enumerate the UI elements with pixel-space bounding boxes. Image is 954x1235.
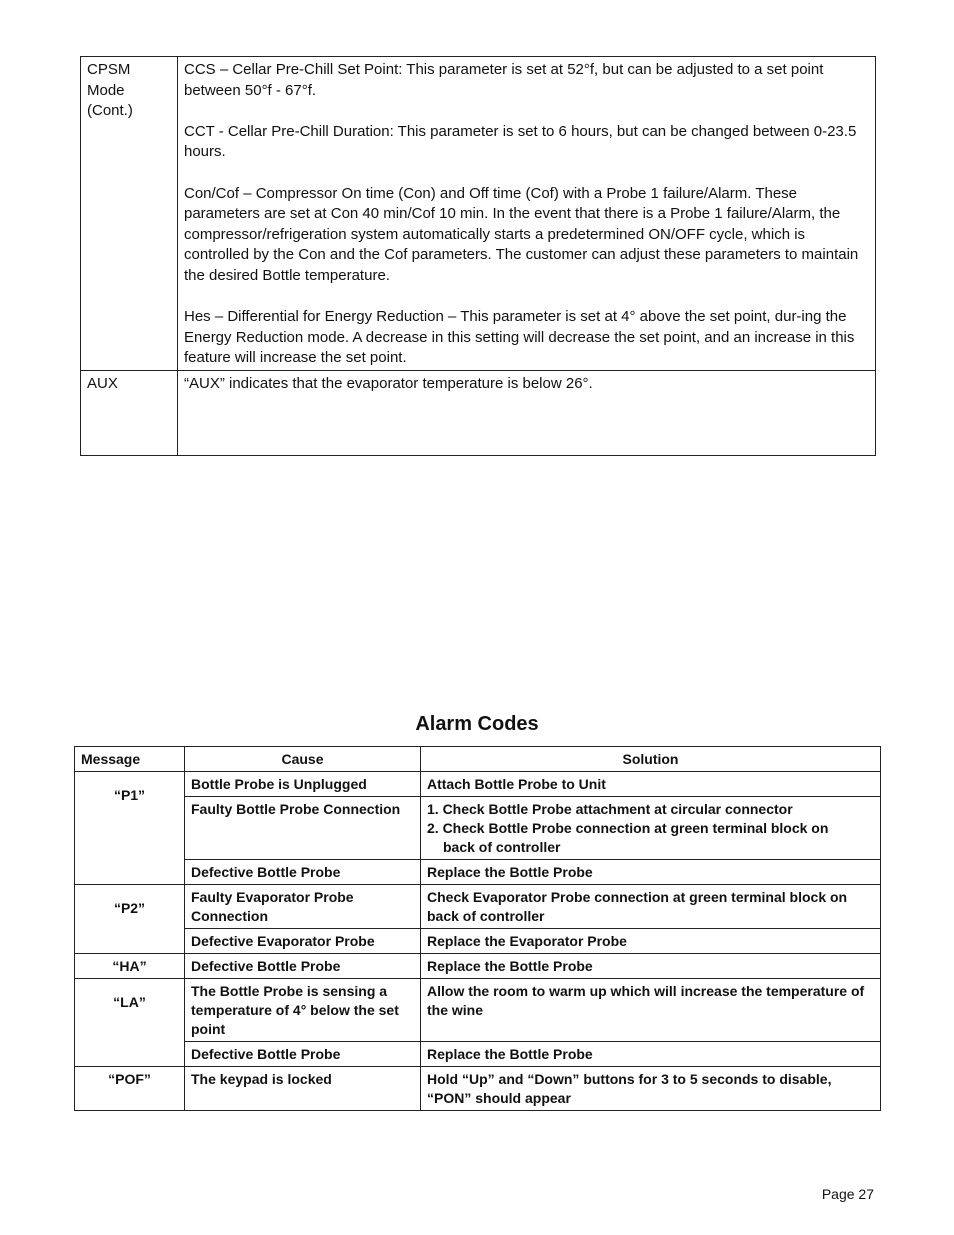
solution-line: Attach Bottle Probe to Unit [427, 776, 606, 792]
alarm-solution [421, 860, 881, 885]
alarm-row [75, 797, 881, 860]
mode-label-line: (Cont.) [87, 102, 133, 120]
alarm-message: “LA” [75, 979, 185, 1067]
alarm-row [75, 860, 881, 885]
alarm-codes-body [75, 772, 881, 1111]
alarm-cause: Bottle Probe is Unplugged [185, 772, 421, 797]
alarm-solution [421, 1067, 881, 1111]
alarm-cause: The Bottle Probe is sensing a temperature of 4° below the set point [185, 979, 421, 1042]
alarm-solution [421, 885, 881, 929]
alarm-cause: Defective Evaporator Probe [185, 929, 421, 954]
header-message: Message [75, 747, 185, 772]
alarm-cause: Defective Bottle Probe [185, 860, 421, 885]
alarm-message: “P1” [75, 772, 185, 885]
parameter-description [178, 370, 876, 455]
alarm-solution [421, 797, 881, 860]
parameter-paragraph: “AUX” indicates that the evaporator temperature is below 26°. [184, 374, 593, 392]
alarm-solution [421, 772, 881, 797]
alarm-codes-title: Alarm Codes [415, 713, 539, 735]
parameter-paragraph: Hes – Differential for Energy Reduction – This parameter is set at 4° above the set point, dur-ing the Energy Reduction mode. A decrease in this setting will decrease the set point, and an increase in this feature will increase the set point. [184, 308, 855, 367]
solution-line: back of controller [443, 839, 561, 855]
solution-line: Replace the Evaporator Probe [427, 933, 627, 949]
alarm-codes-table [74, 746, 881, 1111]
solution-line: 2. Check Bottle Probe connection at green terminal block on [427, 820, 829, 836]
alarm-cause: Defective Bottle Probe [185, 954, 421, 979]
alarm-message: “HA” [75, 954, 185, 979]
parameter-paragraph: CCS – Cellar Pre-Chill Set Point: This parameter is set at 52°f, but can be adjusted to a set point between 50°f - 67°f. [184, 61, 824, 99]
alarm-row [75, 885, 881, 929]
parameter-table-body [81, 57, 876, 456]
solution-line: Check Evaporator Probe connection at green terminal block on back of controller [427, 889, 848, 924]
alarm-message: “POF” [75, 1067, 185, 1111]
alarm-row [75, 929, 881, 954]
mode-label-line: CPSM [87, 61, 131, 78]
alarm-row [75, 979, 881, 1042]
alarm-header-row [75, 747, 881, 772]
parameter-mode-label [81, 57, 178, 371]
parameter-row [81, 57, 876, 371]
alarm-row [75, 1067, 881, 1111]
parameter-table [80, 56, 876, 456]
solution-line: Allow the room to warm up which will increase the temperature of the wine [427, 983, 865, 1018]
parameter-description [178, 57, 876, 371]
alarm-row [75, 954, 881, 979]
page-number: Page 27 [821, 1186, 874, 1202]
solution-line: 1. Check Bottle Probe attachment at circular connector [427, 801, 793, 817]
alarm-row [75, 1042, 881, 1067]
alarm-solution [421, 929, 881, 954]
alarm-cause: Faulty Evaporator Probe Connection [185, 885, 421, 929]
mode-label-line: Mode [87, 81, 125, 99]
alarm-cause: Faulty Bottle Probe Connection [185, 797, 421, 860]
mode-label-line: AUX [87, 374, 118, 392]
solution-line: Replace the Bottle Probe [427, 864, 593, 880]
solution-line: Hold “Up” and “Down” buttons for 3 to 5 seconds to disable, “PON” should appear [427, 1071, 832, 1106]
alarm-solution [421, 979, 881, 1042]
alarm-cause: The keypad is locked [185, 1067, 421, 1111]
alarm-row [75, 772, 881, 797]
alarm-solution [421, 954, 881, 979]
solution-line: Replace the Bottle Probe [427, 958, 593, 974]
parameter-mode-label [81, 370, 178, 455]
alarm-solution [421, 1042, 881, 1067]
parameter-row [81, 370, 876, 455]
parameter-paragraph: Con/Cof – Compressor On time (Con) and Off time (Cof) with a Probe 1 failure/Alarm. These parameters are set at Con 40 min/Cof 10 min. In the event that there is a Probe 1 failure/Alarm, the compressor/refrigeration system automatically starts a predetermined ON/OFF cycle, which is controlled by the Con and the Cof parameters. The customer can adjust these parameters to maintain the desired Bottle temperature. [184, 184, 859, 284]
parameter-paragraph: CCT - Cellar Pre-Chill Duration: This parameter is set to 6 hours, but can be changed between 0-23.5 hours. [184, 122, 857, 161]
alarm-message: “P2” [75, 885, 185, 954]
solution-line: Replace the Bottle Probe [427, 1046, 593, 1062]
alarm-cause: Defective Bottle Probe [185, 1042, 421, 1067]
header-solution: Solution [421, 747, 881, 772]
header-cause: Cause [185, 747, 421, 772]
